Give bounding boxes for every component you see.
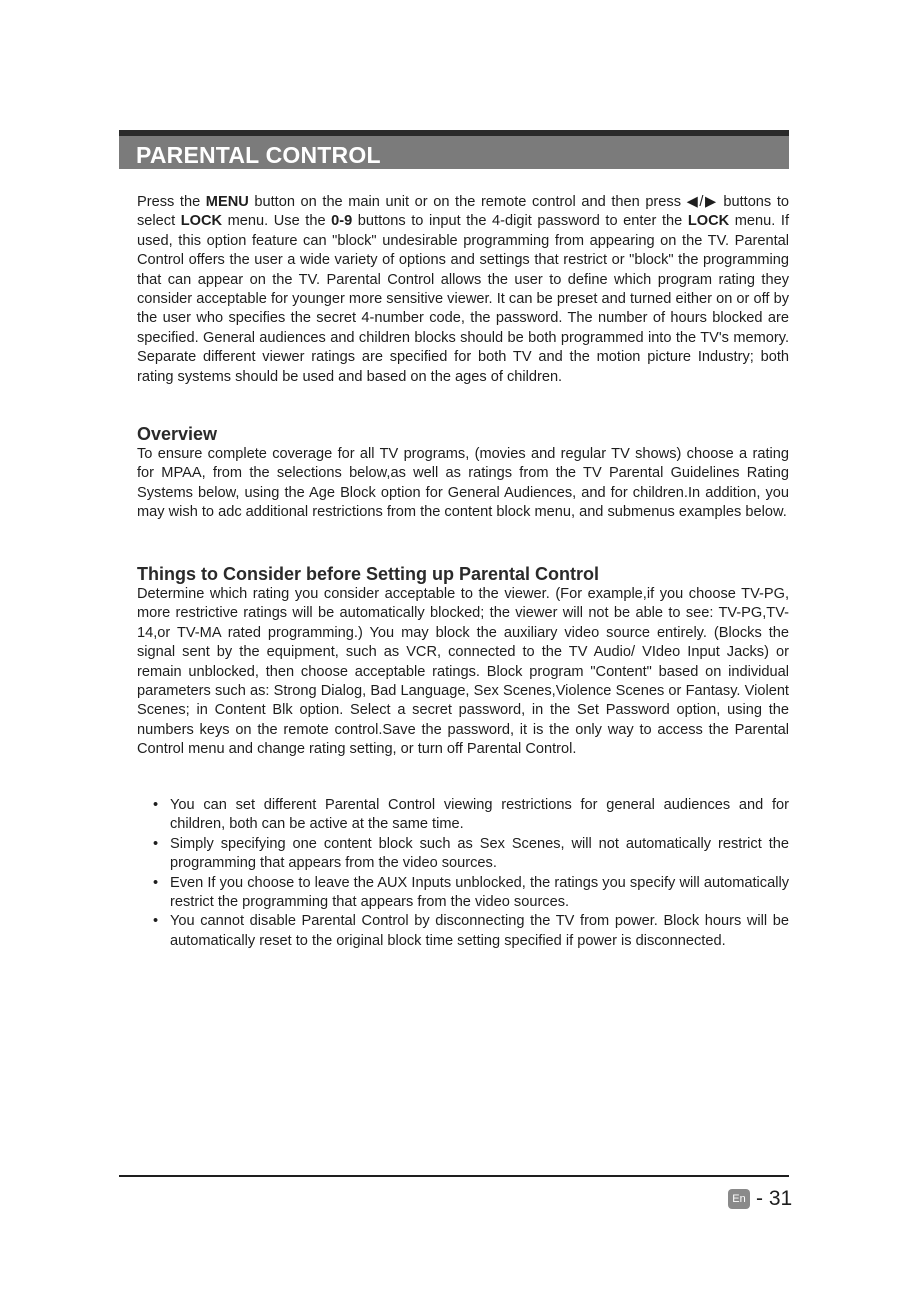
- overview-paragraph: To ensure complete coverage for all TV programs, (movies and regular TV shows) choose a rating for MPAA, from the selections below,as well as ratings from the TV Parental Guidelines Rating Systems below, using the Age Block option for General Audiences, and for children.In addition, you may wish to adc additional restrictions from the content block menu, and submenus examples below.: [137, 446, 789, 521]
- notes-list: [137, 796, 789, 951]
- lock-key-label: LOCK: [180, 213, 223, 230]
- bullet-icon: •: [153, 797, 159, 813]
- intro-text-4: buttons to input the 4-digit password to enter the: [352, 213, 688, 230]
- page-title: PARENTAL CONTROL: [136, 142, 381, 168]
- consider-section: [137, 563, 789, 760]
- consider-paragraph: Determine which rating you consider acceptable to the viewer. (For example,if you choose TV-PG, more restrictive ratings will be automatically blocked; the viewer will not be able to see: TV-PG,TV-14,or TV-MA rated programming.) You may block the auxiliary video source entirely. (Blocks the signal sent by the equipment, such as VCR, connected to the TV Audio/ VIdeo Input Jacks) or remain unblocked, then choose acceptable ratings. Block program "Content" based on individual parameters such as: Strong Dialog, Bad Language, Sex Scenes,Violence Scenes or Fantasy. Violent Scenes; in Content Blk option. Select a secret password, in the Set Password option, using the numbers keys on the remote control.Save the password, it is the only way to access the Parental Control menu and change rating setting, or turn off Parental Control.: [137, 586, 789, 758]
- menu-key-label: MENU: [205, 194, 249, 210]
- intro-text-3: menu. Use the: [222, 213, 332, 230]
- lock-key-label-2: LOCK: [687, 213, 730, 230]
- section-header-bar: [119, 130, 789, 169]
- page-number: - 31: [756, 1187, 793, 1210]
- digits-key-label: 0-9: [331, 213, 353, 230]
- footer-divider: [119, 1175, 789, 1177]
- list-item: [137, 835, 789, 874]
- bullet-icon: •: [153, 913, 159, 930]
- page-footer: [728, 1186, 792, 1212]
- list-item-text: You can set different Parental Control viewing restrictions for general audiences and for children, both can be active at the same time.: [170, 797, 789, 833]
- language-badge: En: [728, 1189, 750, 1209]
- intro-text-2: button on the main unit or on the remote control and then press ◀/▶ buttons to select: [137, 194, 789, 230]
- list-item: [137, 796, 789, 835]
- list-item: [137, 912, 789, 951]
- intro-text-1: Press the: [137, 194, 206, 210]
- consider-heading: Things to Consider before Setting up Parental Control: [137, 564, 600, 584]
- intro-text-5: menu. If used, this option feature can "block" undesirable programming from appearing on the TV. Parental Control offers the user a wide variety of options and settings that restrict or "block" the programming that can appear on the TV. Parental Control allows the user to define which program rating they consider acceptable for younger more sensitive viewer. It can be preset and turned either on or off by the user who specifies the secret 4-number code, the password. The number of hours blocked are specified. General audiences and children blocks should be both programmed into the TV's memory. Separate different viewer ratings are specified for both TV and the motion picture Industry; both rating systems should be used and based on the ages of children.: [137, 213, 789, 385]
- bullet-icon: •: [153, 874, 159, 891]
- overview-heading: Overview: [137, 424, 218, 444]
- intro-section: [137, 193, 789, 387]
- list-item-text: Simply specifying one content block such as Sex Scenes, will not automatically restrict the programming that appears from the video sources.: [170, 835, 789, 872]
- bullet-icon: •: [153, 835, 159, 852]
- list-item-text: Even If you choose to leave the AUX Inputs unblocked, the ratings you specify will automatically restrict the programming that appears from the video sources.: [170, 874, 789, 911]
- list-item-text: You cannot disable Parental Control by disconnecting the TV from power. Block hours will be automatically reset to the original block time setting specified if power is disconnected.: [170, 913, 789, 949]
- notes-section: [137, 796, 789, 951]
- overview-section: [137, 423, 789, 523]
- intro-paragraph: [137, 193, 789, 387]
- list-item: [137, 874, 789, 913]
